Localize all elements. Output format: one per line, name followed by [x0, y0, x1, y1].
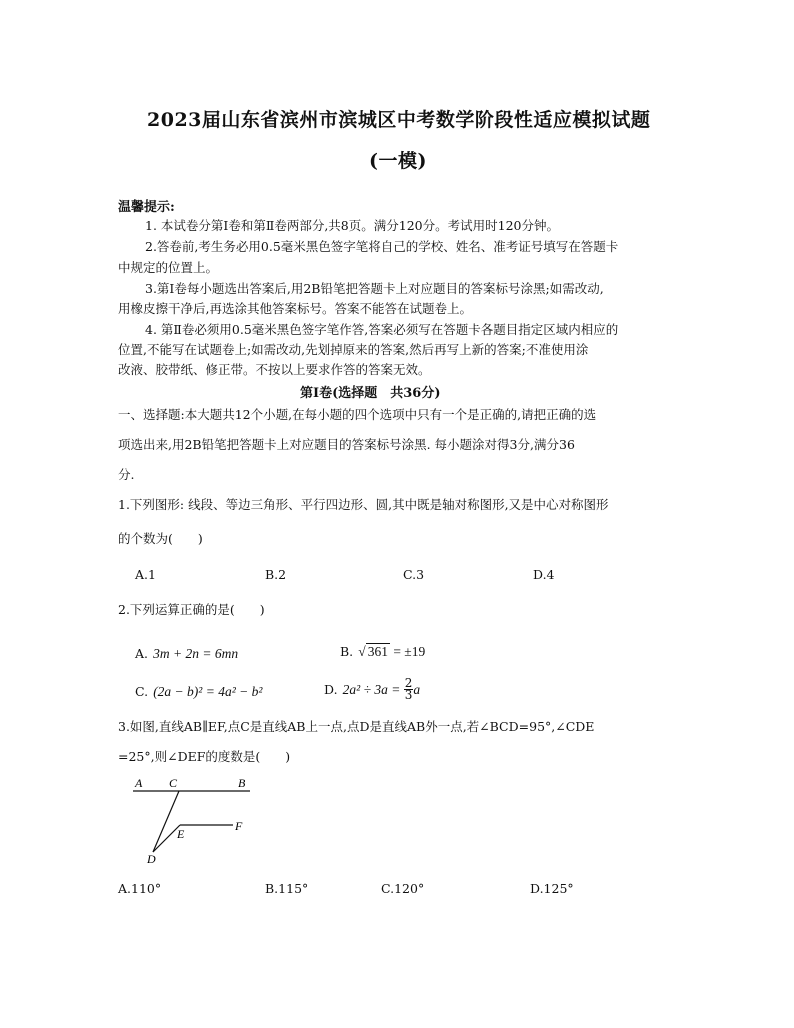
- section-intro-line-2: 项选出来,用2B铅笔把答题卡上对应题目的答案标号涂黑. 每小题涂对得3分,满分36: [118, 437, 575, 452]
- q2-option-b-rest: = ±19: [389, 644, 426, 659]
- label-f: F: [235, 819, 243, 833]
- q2-option-b: [340, 641, 425, 660]
- tip-item-2-line-2: 中规定的位置上。: [118, 260, 219, 275]
- section-intro-line-1: 一、选择题:本大题共12个小题,在每小题的四个选项中只有一个是正确的,请把正确的选: [118, 407, 597, 422]
- q2-option-c-label: C.: [135, 684, 149, 699]
- q3-stem-line-2: =25°,则∠DEF的度数是( ): [118, 749, 291, 764]
- sqrt-icon: √: [358, 644, 366, 659]
- section-intro-line-3: 分.: [118, 467, 135, 482]
- q1-option-a: A.1: [135, 567, 156, 582]
- q3-option-a: A.110°: [118, 881, 162, 896]
- q3-option-d: D.125°: [530, 881, 574, 896]
- label-d: D: [147, 852, 156, 866]
- tip-item-4-line-1: 4. 第Ⅱ卷必须用0.5毫米黑色签字笔作答,答案必须写在答题卡各题目指定区域内相应的: [145, 322, 619, 337]
- q2-option-a-label: A.: [135, 646, 149, 661]
- q1-option-d: D.4: [533, 567, 555, 582]
- q3-figure: [125, 772, 265, 872]
- q2-option-d-fraction: [404, 678, 414, 701]
- label-b: B: [238, 776, 246, 790]
- section-heading: 第Ⅰ卷(选择题 共36分): [300, 386, 441, 401]
- page-subtitle: (一模): [369, 150, 427, 172]
- label-e: E: [177, 827, 185, 841]
- q3-option-c: C.120°: [381, 881, 425, 896]
- q2-stem: 2.下列运算正确的是( ): [118, 602, 265, 617]
- tip-item-3-line-2: 用橡皮擦干净后,再选涂其他答案标号。答案不能答在试题卷上。: [118, 301, 472, 316]
- page-title: 2023届山东省滨州市滨城区中考数学阶段性适应模拟试题: [147, 109, 651, 131]
- q2-option-c-expr: (2a − b)² = 4a² − b²: [153, 684, 263, 699]
- q2-option-d: [324, 678, 420, 701]
- q2-option-a-expr: 3m + 2n = 6mn: [153, 646, 239, 661]
- q2-option-c: [135, 681, 262, 700]
- label-a: A: [135, 776, 143, 790]
- q2-option-d-expr: 2a² ÷ 3a =: [342, 682, 404, 697]
- tip-item-2-line-1: 2.答卷前,考生务必用0.5毫米黑色签字笔将自己的学校、姓名、准考证号填写在答题卡: [145, 239, 619, 254]
- segment-de: [153, 825, 180, 852]
- q2-option-d-label: D.: [324, 682, 338, 697]
- q1-option-c: C.3: [403, 567, 425, 582]
- q2-option-d-denominator: 3: [404, 688, 413, 702]
- tip-item-1: 1. 本试卷分第Ⅰ卷和第Ⅱ卷两部分,共8页。满分120分。考试用时120分钟。: [145, 218, 559, 233]
- tip-item-4-line-3: 改液、胶带纸、修正带。不按以上要求作答的答案无效。: [118, 362, 431, 377]
- q2-option-d-numerator: 2: [404, 676, 413, 690]
- q3-option-b: B.115°: [265, 881, 309, 896]
- q2-option-b-label: B.: [340, 644, 354, 659]
- q2-option-a: [135, 643, 238, 662]
- q1-stem-line-1: 1.下列图形: 线段、等边三角形、平行四边形、圆,其中既是轴对称图形,又是中心对称图形: [118, 497, 609, 512]
- tips-heading: 温馨提示:: [118, 200, 175, 215]
- q2-option-d-tail: a: [413, 682, 421, 697]
- segment-cd: [153, 791, 179, 852]
- tip-item-4-line-2: 位置,不能写在试题卷上;如需改动,先划掉原来的答案,然后再写上新的答案;不准使用涂: [118, 342, 589, 357]
- q2-option-b-radicand: 361: [367, 644, 388, 659]
- tip-item-3-line-1: 3.第Ⅰ卷每小题选出答案后,用2B铅笔把答题卡上对应题目的答案标号涂黑;如需改动,: [145, 281, 604, 296]
- q1-stem-line-2: 的个数为( ): [118, 531, 203, 546]
- q3-stem-line-1: 3.如图,直线AB∥EF,点C是直线AB上一点,点D是直线AB外一点,若∠BCD=95°,∠CDE: [118, 719, 595, 734]
- q1-option-b: B.2: [265, 567, 287, 582]
- label-c: C: [169, 776, 178, 790]
